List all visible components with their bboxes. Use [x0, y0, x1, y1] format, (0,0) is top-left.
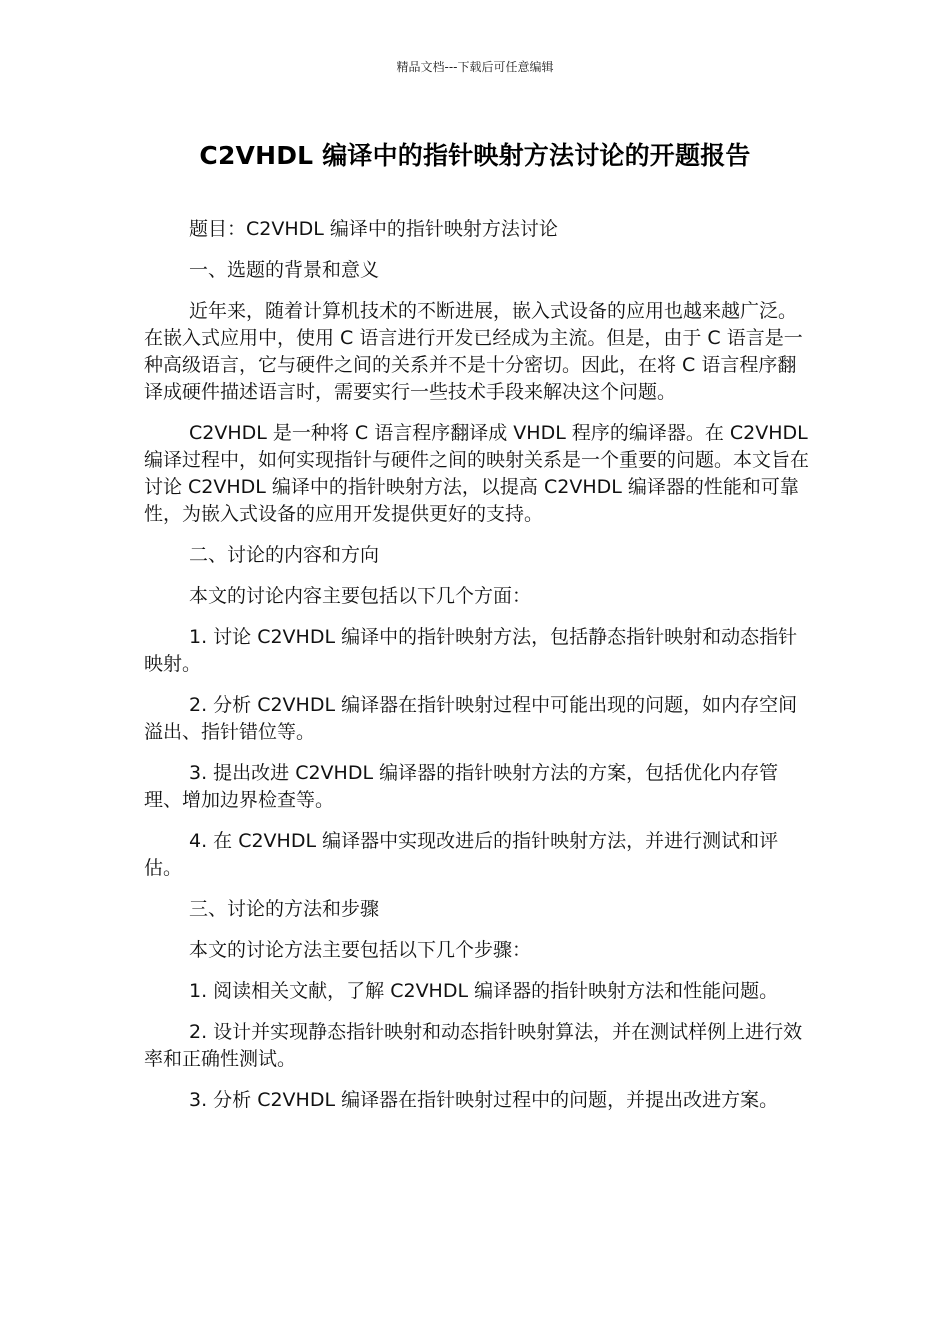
list-item-content-4: 4. 在 C2VHDL 编译器中实现改进后的指针映射方法，并进行测试和评估。 — [144, 830, 779, 879]
heading-methods: 三、讨论的方法和步骤 — [189, 898, 380, 920]
list-item-content-2: 2. 分析 C2VHDL 编译器在指针映射过程中可能出现的问题，如内存空间溢出、指针错位等。 — [144, 694, 798, 743]
paragraph-topic: 题目：C2VHDL 编译中的指针映射方法讨论 — [189, 218, 558, 240]
paragraph-c2vhdl-intro: C2VHDL 是一种将 C 语言程序翻译成 VHDL 程序的编译器。在 C2VHDL 编译过程中，如何实现指针与硬件之间的映射关系是一个重要的问题。本文旨在讨论 C2VHDL 编译中的指针映射方法，以提高 C2VHDL 编译器的性能和可靠性，为嵌入式设备的应用开发提供更好的支持。 — [144, 422, 810, 525]
list-item-content-3: 3. 提出改进 C2VHDL 编译器的指针映射方法的方案，包括优化内存管理、增加边界检查等。 — [144, 762, 779, 811]
paragraph-methods-intro: 本文的讨论方法主要包括以下几个步骤： — [189, 939, 532, 961]
heading-content: 二、讨论的内容和方向 — [189, 544, 380, 566]
document-title: C2VHDL 编译中的指针映射方法讨论的开题报告 — [199, 141, 751, 170]
header-note: 精品文档---下载后可任意编辑 — [396, 60, 554, 74]
document-body — [144, 216, 810, 1128]
list-item-method-1: 1. 阅读相关文献，了解 C2VHDL 编译器的指针映射方法和性能问题。 — [189, 980, 779, 1002]
heading-background: 一、选题的背景和意义 — [189, 259, 380, 281]
list-item-content-1: 1. 讨论 C2VHDL 编译中的指针映射方法，包括静态指针映射和动态指针映射。 — [144, 626, 798, 675]
paragraph-background: 近年来，随着计算机技术的不断进展，嵌入式设备的应用也越来越广泛。在嵌入式应用中，使用 C 语言进行开发已经成为主流。但是，由于 C 语言是一种高级语言，它与硬件之间的关系并不是十分密切。因此，在将 C 语言程序翻译成硬件描述语言时，需要实行一些技术手段来解决这个问题。 — [144, 300, 803, 403]
list-item-method-2: 2. 设计并实现静态指针映射和动态指针映射算法，并在测试样例上进行效率和正确性测试。 — [144, 1021, 803, 1070]
list-item-method-3: 3. 分析 C2VHDL 编译器在指针映射过程中的问题，并提出改进方案。 — [189, 1089, 779, 1111]
paragraph-content-intro: 本文的讨论内容主要包括以下几个方面： — [189, 585, 532, 607]
